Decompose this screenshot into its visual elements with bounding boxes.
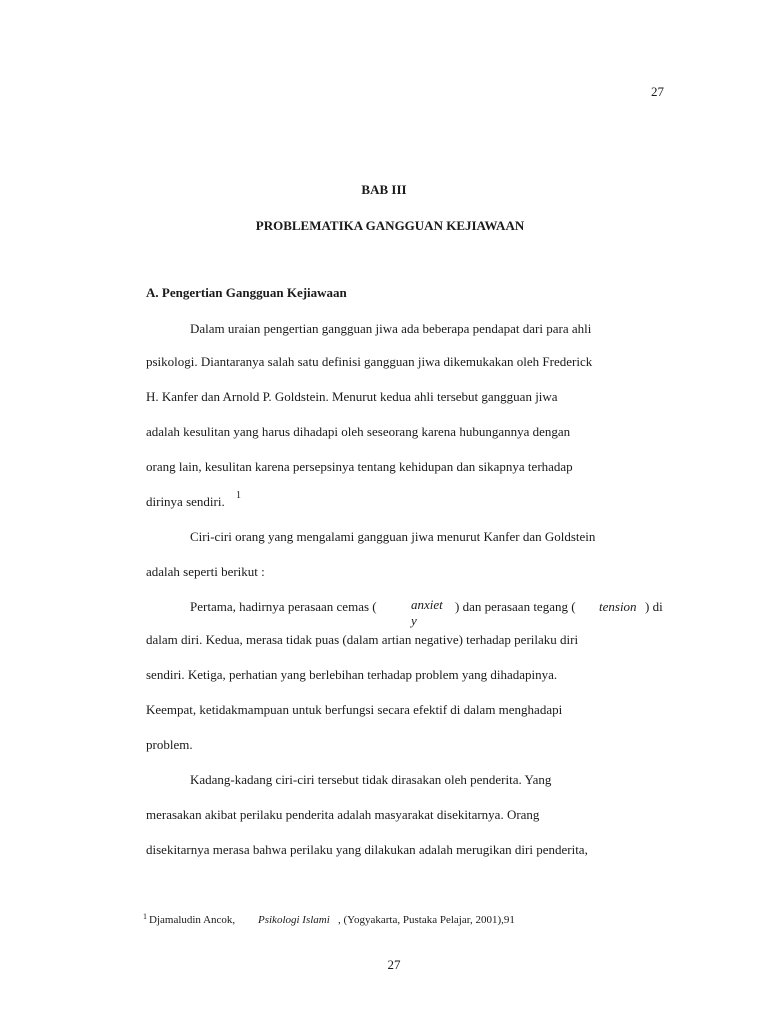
para1-line: dirinya sendiri. — [146, 494, 225, 509]
anxiety-term-wrap: y — [411, 613, 417, 628]
footnote-author: Djamaludin Ancok, — [149, 914, 236, 926]
para3-text: ) di — [645, 599, 663, 614]
chapter-title: PROBLEMATIKA GANGGUAN KEJIAWAAN — [255, 218, 525, 233]
para3-line: problem. — [146, 737, 193, 752]
para4-line: Kadang-kadang ciri-ciri tersebut tidak dirasakan oleh penderita. Yang — [190, 772, 552, 787]
chapter-label: BAB III — [361, 182, 407, 197]
para4-line: merasakan akibat perilaku penderita adalah masyarakat disekitarnya. Orang — [146, 807, 540, 822]
para3-line: Keempat, ketidakmampuan untuk berfungsi secara efektif di dalam menghadapi — [146, 702, 563, 717]
page-number-bottom: 27 — [387, 957, 401, 972]
para1-line: Dalam uraian pengertian gangguan jiwa ada beberapa pendapat dari para ahli — [190, 321, 592, 336]
footnote-title: Psikologi Islami — [258, 914, 330, 926]
footnote-rest: , (Yogyakarta, Pustaka Pelajar, 2001),91 — [338, 914, 515, 926]
para1-line: orang lain, kesulitan karena persepsinya tentang kehidupan dan sikapnya terhadap — [146, 459, 573, 474]
tension-term: tension — [599, 599, 637, 614]
para1-line: adalah kesulitan yang harus dihadapi oleh seseorang karena hubungannya dengan — [146, 424, 571, 439]
para4-line: disekitarnya merasa bahwa perilaku yang dilakukan adalah merugikan diri penderita, — [146, 842, 588, 857]
page-number-top: 27 — [651, 84, 664, 99]
para3-line: sendiri. Ketiga, perhatian yang berlebihan terhadap problem yang dihadapinya. — [146, 667, 558, 682]
anxiety-term: anxiet — [411, 597, 443, 612]
section-heading: A. Pengertian Gangguan Kejiawaan — [146, 285, 347, 300]
para1-line: psikologi. Diantaranya salah satu definisi gangguan jiwa dikemukakan oleh Frederick — [146, 354, 593, 369]
para3-text: ) dan perasaan tegang ( — [455, 599, 576, 614]
footnote-ref: 1 — [236, 490, 241, 501]
para2-line: Ciri-ciri orang yang mengalami gangguan jiwa menurut Kanfer dan Goldstein — [190, 529, 596, 544]
para2-line: adalah seperti berikut : — [146, 564, 265, 579]
footnote-number: 1 — [143, 912, 147, 921]
para1-line: H. Kanfer dan Arnold P. Goldstein. Menurut kedua ahli tersebut gangguan jiwa — [146, 389, 558, 404]
para3-text: Pertama, hadirnya perasaan cemas ( — [190, 599, 377, 614]
para3-line: dalam diri. Kedua, merasa tidak puas (dalam artian negative) terhadap perilaku diri — [146, 632, 579, 647]
